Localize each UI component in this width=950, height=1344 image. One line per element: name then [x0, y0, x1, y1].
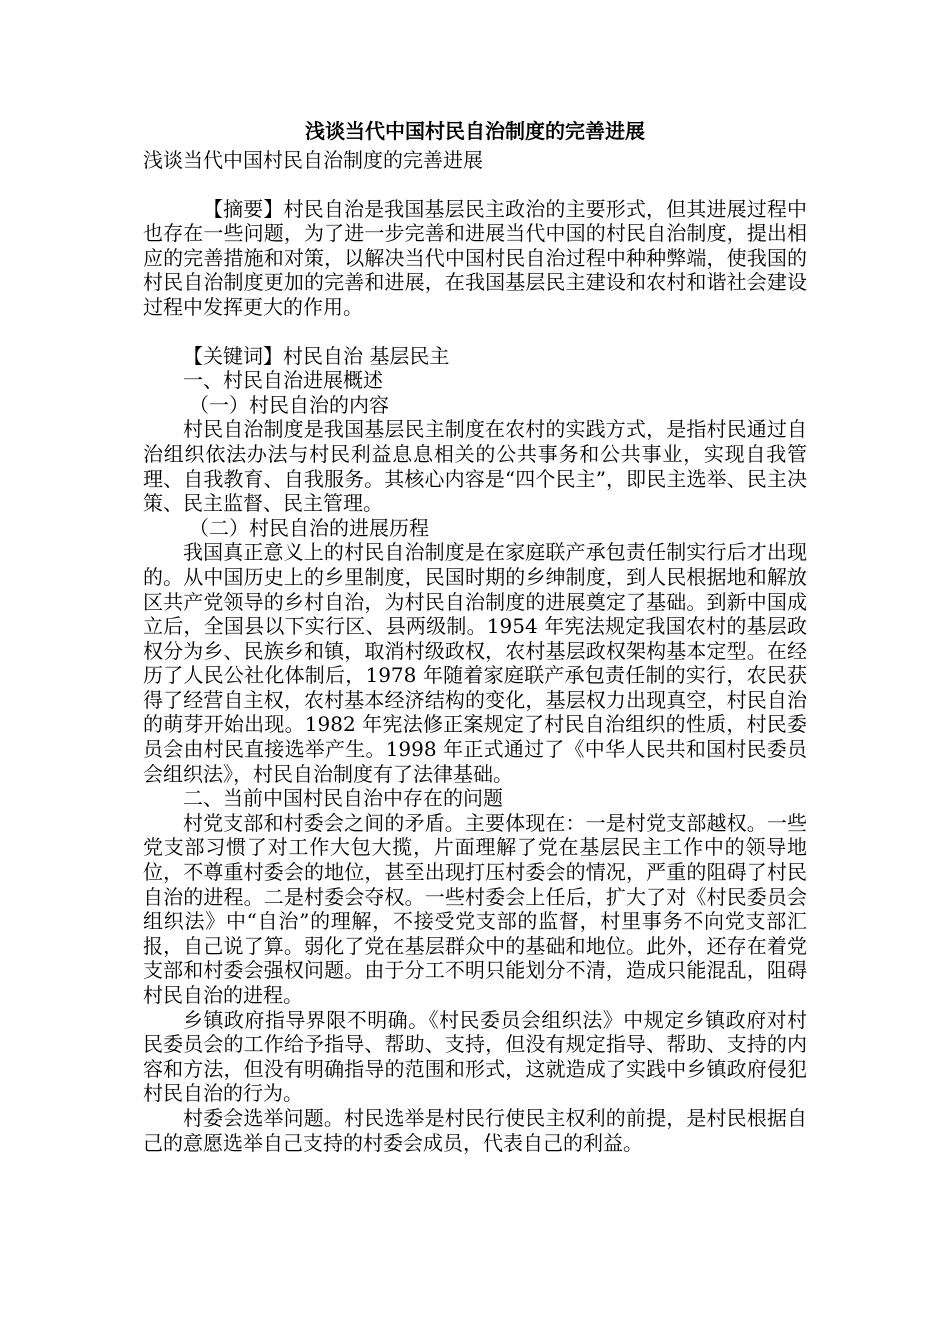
subsection-heading-1-1: （一）村民自治的内容 [189, 392, 389, 417]
document-subtitle: 浅谈当代中国村民自治制度的完善进展 [143, 148, 483, 172]
abstract-paragraph: 【摘要】村民自治是我国基层民主政治的主要形式，但其进展过程中也存在一些问题，为了进一步完善和进展当代中国的村民自治制度，提出相应的完善措施和对策，以解决当代中国村民自治过程中种种弊端，使我国的村民自治制度更加的完善和进展，在我国基层民主建设和农村和谐社会建设过程中发挥更大的作用。 [143, 196, 807, 319]
body-paragraph-1: 村民自治制度是我国基层民主制度在农村的实践方式，是指村民通过自治组织依法办法与村民利益息息相关的公共事务和公共事业，实现自我管理、自我教育、自我服务。其核心内容是“四个民主”，即民主选举、民主决策、民主监督、民主管理。 [143, 417, 807, 516]
keywords-line: 【关键词】村民自治 基层民主 [183, 343, 450, 368]
section-heading-2: 二、当前中国村民自治中存在的问题 [183, 786, 503, 811]
spacer [143, 173, 807, 197]
body-paragraph-5: 村委会选举问题。村民选举是村民行使民主权利的前提，是村民根据自己的意愿选举自己支持的村委会成员，代表自己的利益。 [143, 1105, 807, 1155]
section-heading-1: 一、村民自治进展概述 [183, 368, 383, 393]
subsection-heading-1-2: （二）村民自治的进展历程 [189, 515, 429, 540]
document-title: 浅谈当代中国村民自治制度的完善进展 [305, 119, 645, 143]
document-page [143, 118, 807, 1155]
body-paragraph-2: 我国真正意义上的村民自治制度是在家庭联产承包责任制实行后才出现的。从中国历史上的乡里制度，民国时期的乡绅制度，到人民根据地和解放区共产党领导的乡村自治，为村民自治制度的进展奠定了基础。到新中国成立后，全国县以下实行区、县两级制。1954 年宪法规定我国农村的基层政权分为乡、民族乡和镇，取消村级政权，农村基层政权架构基本定型。在经历了人民公社化体制后，1978 年随着家庭联产承包责任制的实行，农民获得了经营自主权，农村基本经济结构的变化，基层权力出现真空，村民自治的萌芽开始出现。1982 年宪法修正案规定了村民自治组织的性质，村民委员会由村民直接选举产生。1998 年正式通过了《中华人民共和国村民委员会组织法》，村民自治制度有了法律基础。 [143, 540, 807, 786]
body-paragraph-3: 村党支部和村委会之间的矛盾。主要体现在：一是村党支部越权。一些党支部习惯了对工作大包大揽，片面理解了党在基层民主工作中的领导地位，不尊重村委会的地位，甚至出现打压村委会的情况，严重的阻碍了村民自治的进程。二是村委会夺权。一些村委会上任后，扩大了对《村民委员会组织法》中“自治”的理解，不接受党支部的监督，村里事务不向党支部汇报，自己说了算。弱化了党在基层群众中的基础和地位。此外，还存在着党支部和村委会强权问题。由于分工不明只能划分不清，造成只能混乱，阻碍村民自治的进程。 [143, 810, 807, 1007]
body-paragraph-4: 乡镇政府指导界限不明确。《村民委员会组织法》中规定乡镇政府对村民委员会的工作给予指导、帮助、支持，但没有规定指导、帮助、支持的内容和方法，但没有明确指导的范围和形式，这就造成了实践中乡镇政府侵犯村民自治的行为。 [143, 1007, 807, 1106]
spacer [143, 320, 807, 344]
